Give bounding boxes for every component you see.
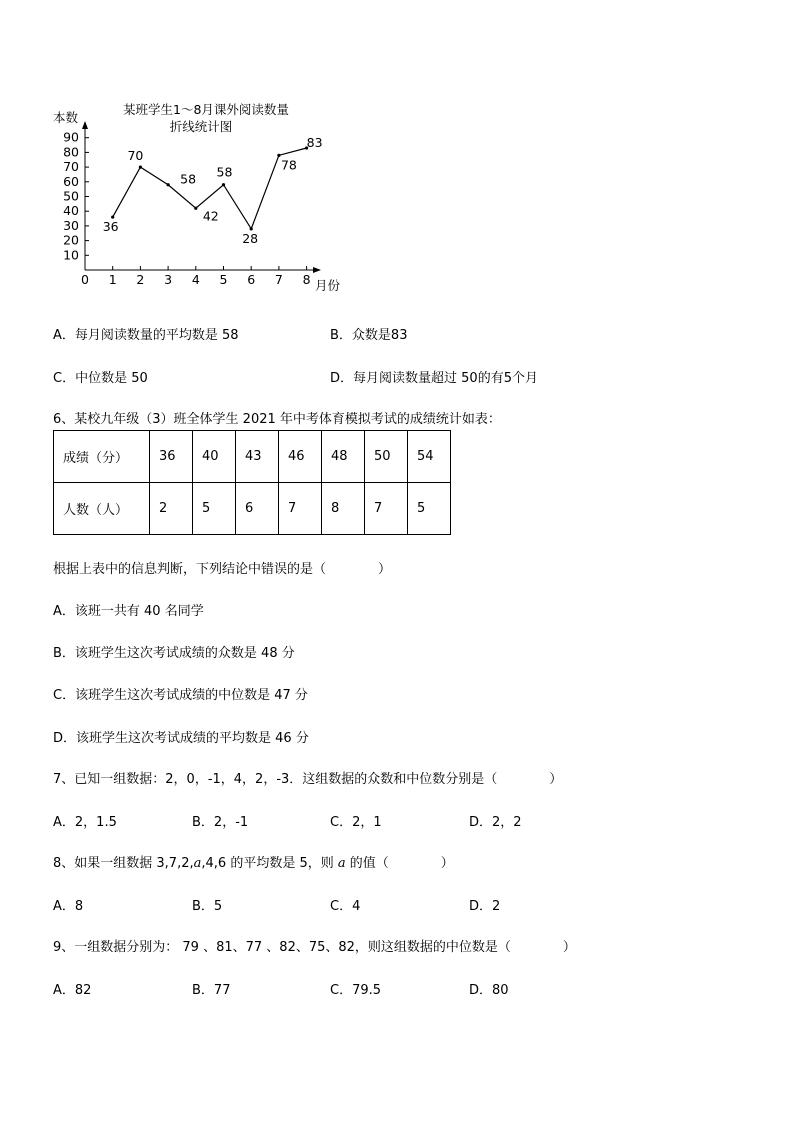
chart-title-line-2: 折线统计图	[169, 119, 233, 134]
option-text: 该班学生这次考试成绩的众数是 48 分	[74, 646, 295, 661]
data-label: 36	[102, 219, 119, 235]
option-text: 79.5	[352, 983, 382, 998]
option-text: 该班学生这次考试成绩的平均数是 46 分	[76, 731, 309, 746]
option-text: 该班一共有 40 名同学	[74, 604, 204, 619]
q6-option-a[interactable]	[53, 600, 204, 619]
data-label: 42	[202, 208, 219, 224]
data-label: 58	[216, 164, 233, 180]
data-point	[222, 183, 225, 186]
option-letter: A．	[53, 899, 75, 914]
table-cell: 36	[150, 431, 193, 483]
table-row	[54, 431, 451, 483]
option-text: 中位数是 50	[75, 371, 148, 386]
option-letter: C．	[330, 983, 353, 998]
option-text: 2	[492, 899, 501, 914]
y-axis-arrow	[82, 121, 88, 129]
table-cell: 5	[193, 483, 236, 535]
option-text: 2，1	[352, 815, 382, 830]
data-label: 70	[127, 148, 144, 164]
option-text: 77	[213, 983, 231, 998]
q8-option-d[interactable]	[469, 895, 500, 914]
q5-option-c[interactable]	[53, 367, 148, 386]
option-letter: B．	[192, 899, 214, 914]
data-label: 28	[242, 230, 259, 246]
table-cell: 50	[365, 431, 408, 483]
option-text: 8	[74, 899, 84, 914]
option-letter: A．	[53, 328, 75, 343]
x-tick-label: 3	[164, 272, 173, 287]
option-text: 每月阅读数量超过 50的有5个月	[353, 371, 538, 386]
option-letter: D．	[469, 899, 493, 914]
x-tick-label: 5	[219, 272, 228, 287]
q7-option-d[interactable]	[469, 811, 522, 830]
table-cell: 8	[322, 483, 365, 535]
table-row	[54, 483, 451, 535]
option-text: 82	[74, 983, 92, 998]
q9-option-a[interactable]	[53, 979, 91, 998]
option-letter: D．	[330, 371, 354, 386]
x-tick-label: 2	[136, 272, 145, 287]
option-letter: C．	[330, 815, 353, 830]
y-tick-label: 70	[63, 159, 79, 175]
table-cell: 46	[279, 431, 322, 483]
table-cell: 2	[150, 483, 193, 535]
data-label: 78	[280, 157, 297, 173]
data-point	[139, 166, 142, 169]
q6-stem: 6、某校九年级（3）班全体学生 2021 年中考体育模拟考试的成绩统计如表：	[53, 412, 501, 427]
q8-option-c[interactable]	[330, 895, 360, 914]
q7-option-c[interactable]	[330, 811, 382, 830]
y-tick-label: 10	[63, 247, 79, 263]
q8-variable: a	[193, 856, 202, 871]
table-row-header: 人数（人）	[54, 483, 150, 535]
option-letter: D．	[469, 815, 493, 830]
option-letter: B．	[192, 815, 214, 830]
x-tick-label: 7	[274, 272, 283, 287]
q5-option-d[interactable]	[330, 367, 538, 386]
option-text: 4	[352, 899, 361, 914]
y-tick-label: 90	[63, 129, 79, 145]
option-letter: B．	[192, 983, 214, 998]
option-letter: B．	[330, 328, 352, 343]
q8-option-b[interactable]	[192, 895, 222, 914]
option-text: 每月阅读数量的平均数是 58	[74, 328, 239, 343]
reading-line-chart	[48, 96, 358, 296]
data-point	[167, 183, 170, 186]
table-cell: 5	[408, 483, 451, 535]
data-label: 58	[180, 171, 197, 187]
y-tick-label: 80	[63, 144, 79, 160]
table-cell: 7	[365, 483, 408, 535]
table-row-header: 成绩（分）	[54, 431, 150, 483]
data-label: 83	[306, 134, 323, 150]
q9-option-c[interactable]	[330, 979, 381, 998]
q7-option-b[interactable]	[192, 811, 248, 830]
option-letter: C．	[53, 371, 76, 386]
table-cell: 6	[236, 483, 279, 535]
y-tick-label: 40	[63, 203, 79, 219]
option-letter: A．	[53, 604, 75, 619]
q9-option-d[interactable]	[469, 979, 509, 998]
chart-title-line-1: 某班学生1～8月课外阅读数量	[123, 102, 289, 117]
data-point	[194, 207, 197, 210]
x-axis-label: 月份	[315, 278, 341, 293]
q8-option-a[interactable]	[53, 895, 83, 914]
q7-option-a[interactable]	[53, 811, 117, 830]
option-letter: A．	[53, 983, 75, 998]
q6-option-c[interactable]	[53, 684, 308, 703]
y-tick-label: 50	[63, 188, 79, 204]
option-letter: D．	[53, 731, 77, 746]
option-letter: D．	[469, 983, 493, 998]
y-axis-label: 本数	[53, 110, 79, 125]
table-cell: 43	[236, 431, 279, 483]
q6-option-b[interactable]	[53, 642, 295, 661]
option-letter: C．	[53, 688, 76, 703]
q8-stem-part-3: 的值（ ）	[345, 856, 454, 871]
q6-prompt: 根据上表中的信息判断，下列结论中错误的是（ ）	[53, 562, 392, 577]
table-cell: 48	[322, 431, 365, 483]
x-axis-arrow	[313, 267, 321, 273]
table-cell: 54	[408, 431, 451, 483]
q5-option-a[interactable]	[53, 324, 239, 343]
option-text: 众数是83	[351, 328, 408, 343]
option-letter: B．	[53, 646, 75, 661]
q8-stem-part-2: ,4,6 的平均数是 5，则	[201, 856, 338, 871]
option-text: 5	[213, 899, 223, 914]
option-letter: C．	[330, 899, 353, 914]
x-tick-label: 0	[81, 272, 89, 287]
x-tick-label: 6	[247, 272, 256, 287]
option-letter: A．	[53, 815, 75, 830]
option-text: 该班学生这次考试成绩的中位数是 47 分	[75, 688, 308, 703]
table-cell: 40	[193, 431, 236, 483]
x-tick-label: 8	[302, 272, 311, 287]
q8-stem-part-1: 8、如果一组数据 3,7,2,	[53, 856, 194, 871]
score-table	[53, 430, 451, 535]
q8-stem	[53, 852, 454, 871]
q9-option-b[interactable]	[192, 979, 230, 998]
option-text: 2，1.5	[74, 815, 117, 830]
y-tick-label: 60	[63, 173, 79, 189]
option-text: 80	[492, 983, 509, 998]
q7-stem: 7、已知一组数据：2，0，-1，4，2，-3．这组数据的众数和中位数分别是（ ）	[53, 772, 563, 787]
x-tick-label: 1	[108, 272, 117, 287]
q6-option-d[interactable]	[53, 727, 309, 746]
x-tick-label: 4	[191, 272, 200, 287]
q5-option-b[interactable]	[330, 324, 407, 343]
option-text: 2，-1	[213, 815, 249, 830]
q9-stem: 9、一组数据分别为： 79 、81、77 、82、75、82，则这组数据的中位数是（ ）	[53, 940, 576, 955]
table-cell: 7	[279, 483, 322, 535]
y-tick-label: 20	[63, 232, 79, 248]
q8-variable: a	[337, 856, 346, 871]
y-tick-label: 30	[63, 217, 79, 233]
option-text: 2，2	[492, 815, 522, 830]
